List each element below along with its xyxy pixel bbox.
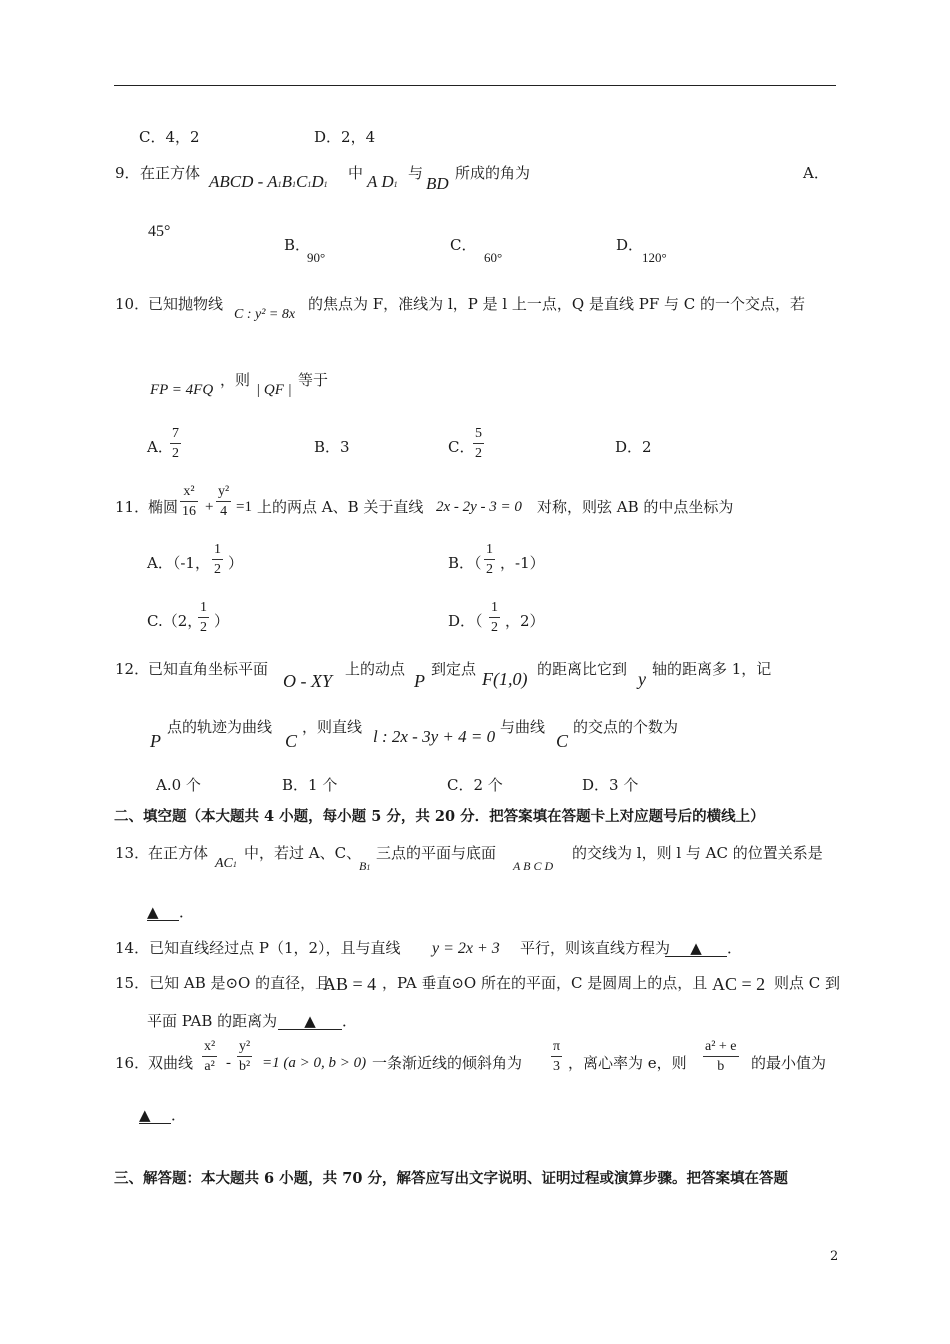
q9-option-b-label: B． [284,236,311,254]
q10-option-c-label: C． [448,438,475,456]
q8-option-d: D．2，4 [314,128,376,146]
q9-option-d-label: D． [616,236,644,254]
q10-then: ，则 [220,371,251,389]
q16-fraction-x: $\frac{\text{x²}}{\text{a²}}$ [204,1039,216,1074]
q15-text-c: 则点 C 到 [774,974,841,992]
q12-option-b: B．1 个 [282,776,338,794]
q16-stem-d: 的最小值为 [751,1054,827,1072]
q9-mid: 中 [348,164,364,182]
q16-minus: - [226,1055,231,1071]
q13-answer-blank: ▲ ． [147,903,195,921]
q15-text-a: 15．已知 AB 是⊙O 的直径，且 [115,974,331,992]
q12-option-d: D．3 个 [582,776,639,794]
q9-bd: BD [426,174,449,193]
q9-option-a-value: 45° [148,223,171,240]
q15-answer-blank: ▲ ． [278,1014,357,1030]
q15-ac: AC = 2 [712,974,766,994]
q10-option-a-label: A． [147,438,173,456]
q12-stem-a: 已知直角坐标平面 [148,660,269,678]
q10-number: 10． [115,295,150,313]
q11-option-d-fraction: $\frac{1}{2}$ [491,600,498,635]
q12-c: C [285,731,298,751]
q12-p: P [414,671,425,691]
q12-stem-g: ，则直线 [302,718,363,736]
q11-number: 11． [115,498,150,516]
q16-number: 16． [115,1054,150,1072]
q13-stem-a: 在正方体 [148,844,209,862]
q16-answer-marker: ▲ [139,1108,171,1124]
q10-option-a-fraction: $\frac{7}{2}$ [172,426,179,461]
q13-number: 13． [115,844,150,862]
q16-stem-b: 一条渐近线的倾斜角为 [372,1054,523,1072]
page-number: 2 [830,1249,839,1264]
q11-fraction-x: $\frac{\text{x²}}{16}$ [182,484,196,519]
q13-answer-marker: ▲ [147,905,179,921]
q13-stem-c: 三点的平面与底面 [376,844,497,862]
q11-option-c-post: ） [214,612,230,630]
q15-text-b: ，PA 垂直⊙O 所在的平面，C 是圆周上的点，且 [382,974,708,992]
q16-condition: =1 (a > 0, b > 0) [262,1055,367,1071]
q9-number: 9． [115,164,140,182]
q12-line: l : 2x - 3y + 4 = 0 [373,727,496,746]
q11-option-d-post: ，2） [505,612,545,630]
q12-option-c: C．2 个 [447,776,503,794]
q10-option-b: B．3 [314,438,350,456]
q11-option-c-pre: C.（2， [147,612,203,630]
q11-option-c-fraction: $\frac{1}{2}$ [200,600,207,635]
q12-stem-c: 到定点 [431,660,477,678]
q13-base: A B C D [513,859,554,873]
q9-cube: ABCD - A1B1C1D1 [209,172,328,191]
q15-answer-marker: ▲ [278,1014,342,1030]
q10-stem-a: 已知抛物线 [148,295,224,313]
q11-eq: =1 [236,499,252,515]
q16-answer-blank: ▲ ． [139,1106,187,1124]
q12-number: 12． [115,660,150,678]
q9-option-a-label: A． [803,164,829,182]
q9-stem-a: 在正方体 [140,164,201,182]
q11-fraction-y: $\frac{\text{y²}}{4}$ [218,484,230,519]
q12-p2: P [150,731,161,751]
q9-option-c-label: C． [450,236,477,254]
q14-text-a: 14．已知直线经过点 P（1，2），且与直线 [115,939,401,957]
q10-option-d: D．2 [615,438,652,456]
q12-stem-b: 上的动点 [345,660,406,678]
q16-stem-c: ，离心率为 e，则 [568,1054,687,1072]
q15-text-d: 平面 PAB 的距离为 [147,1012,278,1030]
q12-plane: O - XY [283,671,332,691]
q16-fraction-target: $\frac{\text{a² + e}}{b}$ [705,1039,737,1074]
q11-option-a-pre: A．（-1， [147,554,210,572]
header-rule [114,85,836,86]
q11-option-d-pre: D．（ [448,612,483,630]
q15-ab: AB = 4 [323,974,377,994]
q13-ac: AC1 [215,856,237,871]
q12-y: y [638,669,646,689]
q9-end: 所成的角为 [455,164,531,182]
q10-equals: 等于 [298,371,329,389]
q12-stem-d: 的距离比它到 [537,660,628,678]
q14-line: y = 2x + 3 [432,940,500,957]
q11-stem-a: 椭圆 [148,498,179,516]
q9-with: 与 [408,164,424,182]
q8-option-c: C．4，2 [139,128,200,146]
q11-option-b-pre: B．（ [448,554,482,572]
q9-ad: A D1 [367,172,398,191]
q13-stem-d: 的交线为 l，则 l 与 AC 的位置关系是 [572,844,823,862]
q14-text-b: 平行，则该直线方程为 [520,939,671,957]
q11-option-a-post: ） [228,554,244,572]
q12-stem-h: 与曲线 [500,718,546,736]
q11-stem-c: 对称，则弦 AB 的中点坐标为 [537,498,734,516]
q11-option-b-post: ，-1） [500,554,545,572]
q9-option-c-value: 60° [484,250,503,265]
q13-stem-b: 中，若过 A、C、 [244,844,362,862]
q10-option-c-fraction: $\frac{5}{2}$ [475,426,482,461]
q11-option-b-fraction: $\frac{1}{2}$ [486,542,493,577]
q12-stem-i: 的交点的个数为 [573,718,679,736]
q9-option-d-value: 120° [642,250,667,265]
q10-condition: FP = 4FQ [150,382,214,398]
section-3-heading: 三、解答题：本大题共 6 小题，共 70 分，解答应写出文字说明、证明过程或演算步骤。把答案填在答题 [114,1170,788,1187]
q10-qf: | QF | [256,382,292,398]
q10-stem-b: 的焦点为 F，准线为 l，P 是 l 上一点，Q 是直线 PF 与 C 的一个交点，若 [308,295,806,313]
q13-b1: B1 [359,859,371,873]
section-2-heading: 二、填空题（本大题共 4 小题，每小题 5 分，共 20 分．把答案填在答题卡上对应题号后的横线上） [114,808,765,825]
q12-stem-e: 轴的距离多 1，记 [652,660,772,678]
q11-line: 2x - 2y - 3 = 0 [436,499,522,515]
q14-answer-blank: ▲ ． [665,941,742,957]
q11-plus: + [205,499,214,515]
q12-c2: C [556,731,569,751]
q12-f: F(1,0) [482,669,528,689]
q12-stem-f: 点的轨迹为曲线 [167,718,273,736]
q16-fraction-y: $\frac{\text{y²}}{\text{b²}}$ [239,1039,251,1074]
q11-stem-b: 上的两点 A、B 关于直线 [257,498,424,516]
q10-curve: C : y² = 8x [234,307,296,322]
q14-answer-marker: ▲ [665,941,727,957]
q11-option-a-fraction: $\frac{1}{2}$ [214,542,221,577]
q9-option-b-value: 90° [307,250,326,265]
q16-fraction-pi: $\frac{\pi}{3}$ [553,1039,561,1074]
q12-option-a: A.0 个 [156,776,201,794]
q16-stem-a: 双曲线 [148,1054,194,1072]
